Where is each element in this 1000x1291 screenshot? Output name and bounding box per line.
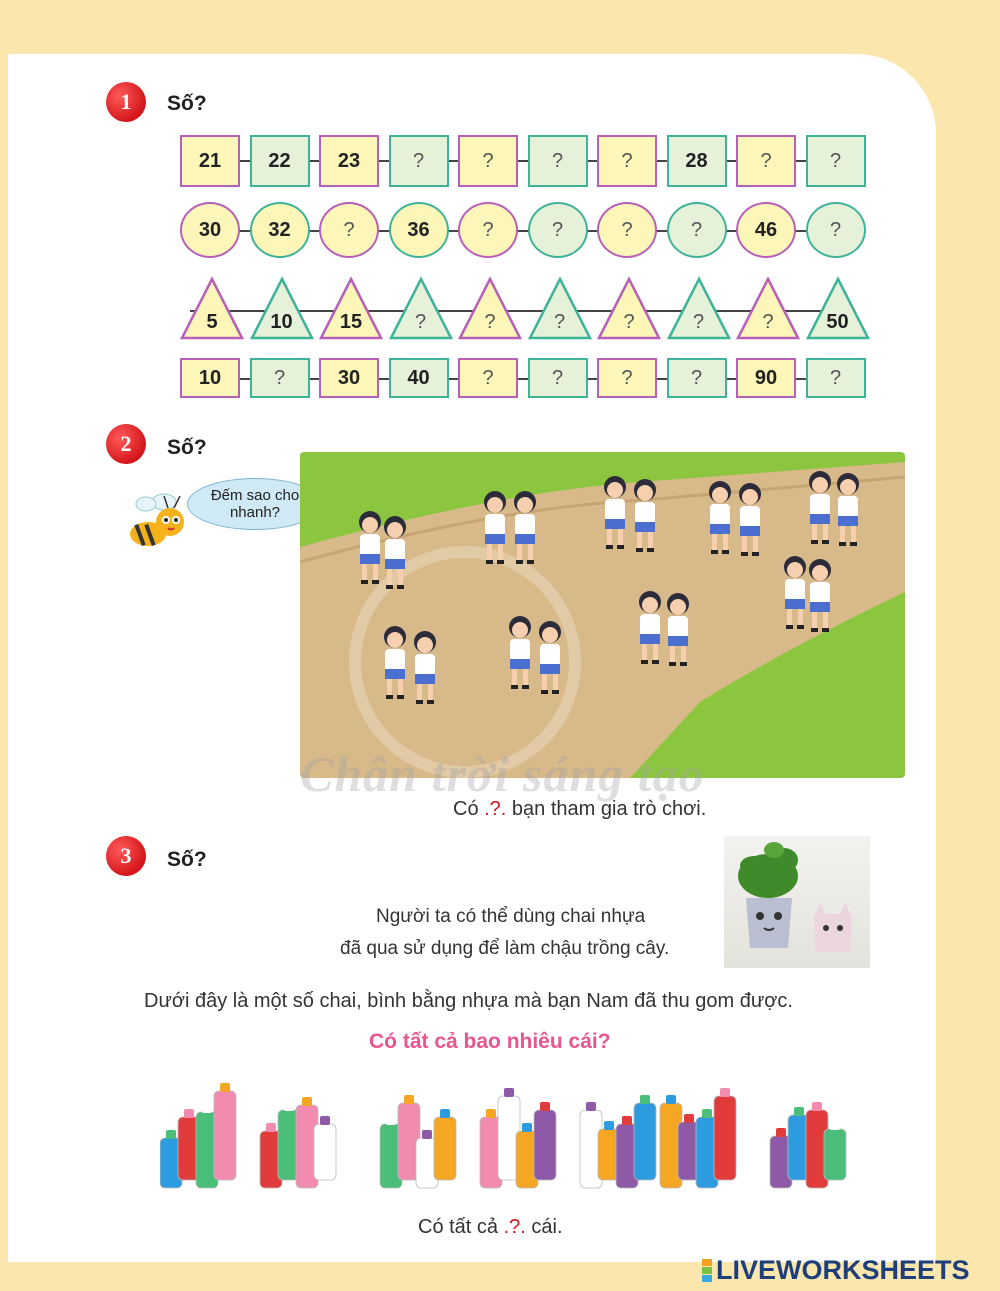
number-box-row1-7: 28 [667,135,727,187]
answer-blank-3[interactable]: .?. [503,1216,526,1238]
answer-box-row2-2[interactable]: ? [319,202,379,258]
number-box-row2-8: 46 [736,202,796,258]
sequence-row-3 [180,276,865,342]
sequence-row-2 [180,202,865,260]
number-box-row2-0: 30 [180,202,240,258]
answer-box-row3-8[interactable]: ? [736,276,800,340]
speech-bubble: Đếm sao cho nhanh? [187,478,323,530]
liveworksheets-brand [702,1255,970,1286]
exercise-2-number: 2 [106,424,146,464]
number-box-row2-3: 36 [389,202,449,258]
answer-box-row4-1[interactable]: ? [250,358,310,398]
plastic-bottles-illustration [160,1048,870,1208]
answer-box-row3-3[interactable]: ? [389,276,453,340]
answer-box-row2-5[interactable]: ? [528,202,588,258]
number-box-row1-2: 23 [319,135,379,187]
children-playground-illustration [300,452,905,778]
number-box-row3-0: 5 [180,276,244,340]
note-line-2: đã qua sử dụng để làm chậu trồng cây. [340,938,670,959]
answer-box-row3-4[interactable]: ? [458,276,522,340]
exercise-3-answer: Có tất cả .?. cái. [418,1216,563,1238]
number-box-row2-1: 32 [250,202,310,258]
answer-box-row3-5[interactable]: ? [528,276,592,340]
number-box-row4-3: 40 [389,358,449,398]
sequence-row-4 [180,356,865,402]
answer-box-row3-6[interactable]: ? [597,276,661,340]
answer-box-row4-7[interactable]: ? [667,358,727,398]
answer-box-row2-9[interactable]: ? [806,202,866,258]
exercise-3-question: Có tất cả bao nhiêu cái? [369,1030,611,1053]
brand-logo-icon [702,1259,712,1282]
answer-box-row4-5[interactable]: ? [528,358,588,398]
exercise-3-number: 3 [106,836,146,876]
number-box-row3-2: 15 [319,276,383,340]
answer-blank-2[interactable]: .?. [484,798,507,820]
plant-pot-photo [724,836,870,968]
right-band [936,0,1000,1291]
sequence-row-1 [180,132,865,190]
answer-box-row1-9[interactable]: ? [806,135,866,187]
answer-box-row3-7[interactable]: ? [667,276,731,340]
answer-box-row2-7[interactable]: ? [667,202,727,258]
answer-box-row1-5[interactable]: ? [528,135,588,187]
answer-box-row4-6[interactable]: ? [597,358,657,398]
watermark-text: Chân trời sáng tạo [300,746,705,802]
answer-box-row1-3[interactable]: ? [389,135,449,187]
number-box-row1-0: 21 [180,135,240,187]
answer-box-row1-6[interactable]: ? [597,135,657,187]
bee-icon [124,488,194,554]
exercise-1-title: Số? [167,92,207,115]
number-box-row1-1: 22 [250,135,310,187]
exercise-3-title: Số? [167,848,207,871]
note-line-1: Người ta có thể dùng chai nhựa [376,906,646,927]
exercise-1-number: 1 [106,82,146,122]
exercise-3-intro: Dưới đây là một số chai, bình bằng nhựa mà bạn Nam đã thu gom được. [144,990,793,1012]
number-box-row3-9: 50 [806,276,870,340]
answer-box-row2-6[interactable]: ? [597,202,657,258]
number-box-row3-1: 10 [250,276,314,340]
answer-box-row4-9[interactable]: ? [806,358,866,398]
answer-box-row2-4[interactable]: ? [458,202,518,258]
answer-box-row1-8[interactable]: ? [736,135,796,187]
answer-box-row1-4[interactable]: ? [458,135,518,187]
number-box-row4-8: 90 [736,358,796,398]
brand-name: LIVEWORKSHEETS [716,1255,970,1285]
number-box-row4-2: 30 [319,358,379,398]
number-box-row4-0: 10 [180,358,240,398]
exercise-2-caption: Có .?. bạn tham gia trò chơi. [453,798,707,820]
exercise-2-title: Số? [167,436,207,459]
answer-box-row4-4[interactable]: ? [458,358,518,398]
top-band [0,0,1000,54]
